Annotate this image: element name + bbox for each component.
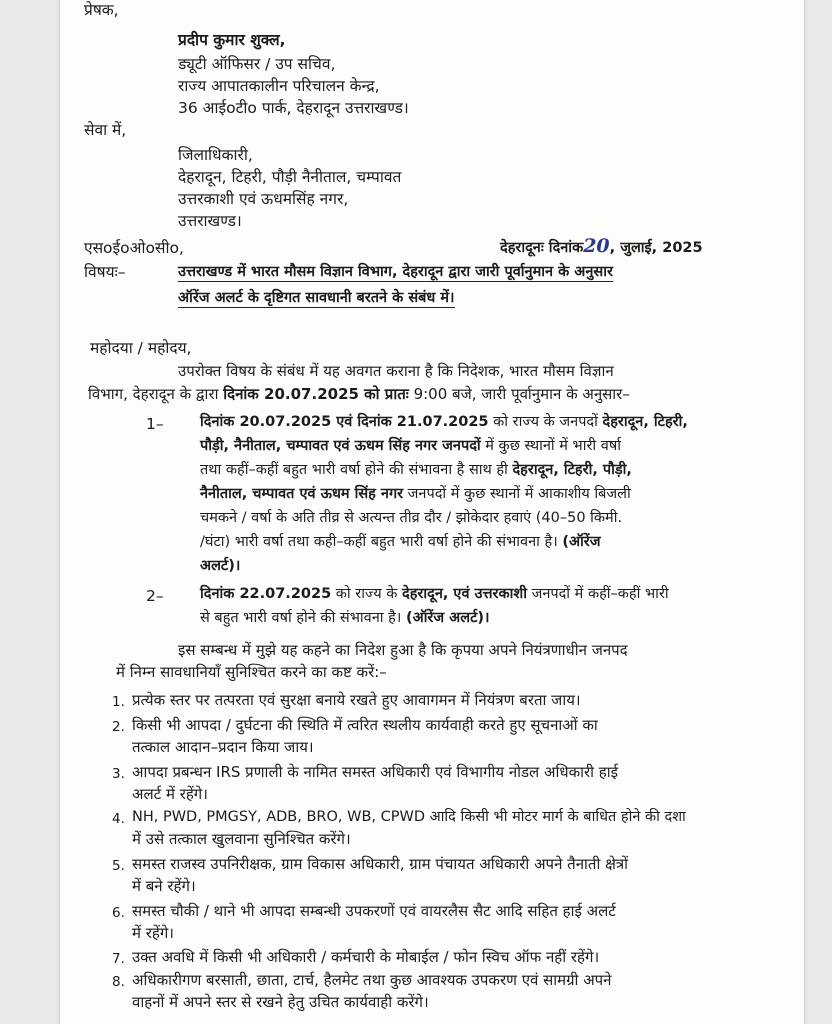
direction-line-1: इस सम्बन्ध में मुझे यह कहने का निदेश हुआ है कि कृपया अपने नियंत्रणाधीन जनपद	[178, 641, 628, 659]
subject-line-1: उत्तराखण्ड में भारत मौसम विज्ञान विभाग, देहरादून द्वारा जारी पूर्वानुमान के अनुसार	[178, 264, 613, 280]
forecast-2-line-2: से बहुत भारी वर्षा होने की संभावना है। (ऑरेंज अलर्ट)।	[200, 610, 490, 626]
precaution-2-line-2: तत्काल आदान–प्रदान किया जाय।	[132, 738, 314, 756]
precaution-8-line-2: वाहनों में अपने स्तर से रखने हेतु उचित कार्यवाही करेंगे।	[132, 993, 429, 1011]
forecast-1-line-7: अलर्ट)।	[200, 558, 241, 574]
forecast-1-line-3: तथा कहीं–कहीं बहुत भारी वर्षा होने की संभावना है साथ ही देहरादून, टिहरी, पौड़ी,	[200, 462, 632, 478]
letter-date	[500, 236, 703, 258]
intro-line-2: विभाग, देहरादून के द्वारा दिनांक 20.07.2025 को प्रातः 9:00 बजे, जारी पूर्वानुमान के अनुसार–	[88, 385, 630, 403]
precaution-3-line-1: आपदा प्रबन्धन IRS प्रणाली के नामित समस्त अधिकारी एवं विभागीय नोडल अधिकारी हाई	[132, 763, 618, 781]
precaution-3-line-2: अलर्ट में रहेंगे।	[132, 785, 208, 803]
precaution-1-number: 1.	[112, 694, 125, 710]
precaution-5-line-2: में बने रहेंगे।	[132, 877, 196, 895]
recipient-districts-1: देहरादून, टिहरी, पौड़ी नैनीताल, चम्पावत	[178, 168, 402, 186]
date-handwritten-day: 20	[583, 235, 610, 257]
forecast-1-line-2: पौड़ी, नैनीताल, चम्पावत एवं ऊधम सिंह नगर जनपदों में कुछ स्थानों में भारी वर्षा	[200, 438, 621, 454]
reference-number: एसoईoओoसीo,	[84, 239, 184, 257]
sender-name: प्रदीप कुमार शुक्ल,	[178, 31, 286, 49]
precaution-5-line-1: समस्त राजस्व उपनिरीक्षक, ग्राम विकास अधिकारी, ग्राम पंचायत अधिकारी अपने तैनाती क्षेत्रों	[132, 855, 629, 873]
forecast-1-line-5: चमकने / वर्षा के अति तीव्र से अत्यन्त तीव्र दौर / झोकेदार हवाएं (40–50 किमी.	[200, 510, 623, 526]
subject-line-2: ऑरेंज अलर्ट के दृष्टिगत सावधानी बरतने के संबंध में।	[178, 290, 455, 306]
precaution-4-number: 4.	[112, 811, 125, 827]
forecast-2-line-1: दिनांक 22.07.2025 को राज्य के देहरादून, एवं उत्तरकाशी जनपदों में कहीं–कहीं भारी	[200, 586, 669, 602]
recipient-state: उत्तराखण्ड।	[178, 212, 242, 230]
precaution-6-line-1: समस्त चौकी / थाने भी आपदा सम्बन्धी उपकरणों एवं वायरलैस सैट आदि सहित हाई अलर्ट	[132, 902, 616, 920]
recipient-title: जिलाधिकारी,	[178, 146, 253, 164]
precaution-7-number: 7.	[112, 951, 125, 967]
precaution-8-number: 8.	[112, 974, 125, 990]
salutation: महोदया / महोदय,	[90, 339, 192, 357]
direction-line-2: में निम्न सावधानियाँ सुनिश्चित करने का कष्ट करें:–	[116, 663, 387, 681]
precaution-2-line-1: किसी भी आपदा / दुर्घटना की स्थिति में त्वरित स्थलीय कार्यवाही करते हुए सूचनाओं का	[132, 716, 598, 734]
subject-label: विषयः–	[84, 263, 126, 281]
precaution-7-line-1: उक्त अवधि में किसी भी अधिकारी / कर्मचारी के मोबाईल / फोन स्विच ऑफ नहीं रहेंगे।	[132, 948, 600, 966]
letter-page	[60, 0, 804, 1024]
forecast-2-marker: 2–	[146, 587, 164, 605]
date-rest: , जुलाई, 2025	[609, 240, 703, 256]
sender-designation: ड्यूटी ऑफिसर / उप सचिव,	[178, 55, 336, 73]
date-prefix: देहरादूनः दिनांक	[500, 240, 584, 256]
precaution-8-line-1: अधिकारीगण बरसाती, छाता, टार्च, हैलमेट तथा कुछ आवश्यक उपकरण एवं सामग्री अपने	[132, 971, 612, 989]
forecast-1-marker: 1–	[146, 415, 164, 433]
sender-office: राज्य आपातकालीन परिचालन केन्द्र,	[178, 77, 380, 95]
forecast-1-line-4: नैनीताल, चम्पावत एवं ऊधम सिंह नगर जनपदों में कुछ स्थानों में आकाशीय बिजली	[200, 486, 631, 502]
precaution-6-number: 6.	[112, 905, 125, 921]
precaution-3-number: 3.	[112, 766, 125, 782]
intro-line-1: उपरोक्त विषय के संबंध में यह अवगत कराना है कि निदेशक, भारत मौसम विज्ञान	[178, 362, 614, 380]
precaution-2-number: 2.	[112, 719, 125, 735]
recipient-label: सेवा में,	[84, 121, 127, 139]
recipient-districts-2: उत्तरकाशी एवं ऊधमसिंह नगर,	[178, 190, 349, 208]
sender-address: 36 आईoटीo पार्क, देहरादून उत्तराखण्ड।	[178, 99, 409, 117]
precaution-6-line-2: में रहेंगे।	[132, 924, 174, 942]
precaution-1-line-1: प्रत्येक स्तर पर तत्परता एवं सुरक्षा बनाये रखते हुए आवागमन में नियंत्रण बरता जाय।	[132, 691, 581, 709]
precaution-4-line-1: NH, PWD, PMGSY, ADB, BRO, WB, CPWD आदि किसी भी मोटर मार्ग के बाधित होने की दशा	[132, 809, 686, 825]
sender-label: प्रेषक,	[84, 1, 119, 19]
precaution-5-number: 5.	[112, 858, 125, 874]
forecast-1-line-6: /घंटा) भारी वर्षा तथा कही–कहीं बहुत भारी वर्षा होने की संभावना है। (ऑरेंज	[200, 534, 601, 550]
forecast-1-line-1: दिनांक 20.07.2025 एवं दिनांक 21.07.2025 को राज्य के जनपदों देहरादून, टिहरी,	[200, 414, 688, 430]
precaution-4-line-2: में उसे तत्काल खुलवाना सुनिश्चित करेंगे।	[132, 830, 351, 848]
